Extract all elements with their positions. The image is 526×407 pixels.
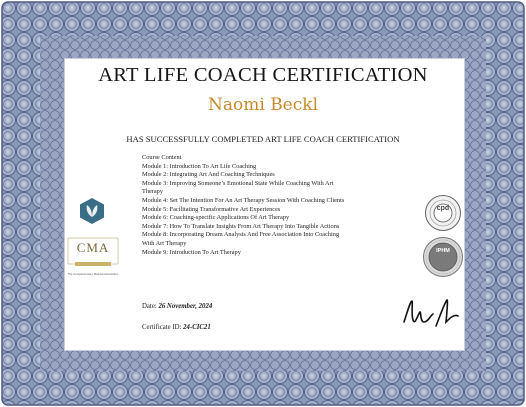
module-line: Module 7: How To Translate Insights From Art Therapy Into Tangible Actions	[142, 222, 340, 230]
module-line: Module 5: Facilitating Transformative Art Experiences	[142, 205, 281, 213]
module-line: Module 8: Incorporating Dream Analysis And Free Association Into Coaching	[142, 231, 340, 239]
date-value: 26 November, 2024	[158, 303, 213, 310]
module-line: With Art Therapy	[142, 239, 187, 247]
module-line: Module 2: Integrating Art And Coaching Techniques	[142, 171, 275, 179]
date-label: Date:	[142, 303, 157, 310]
iphm-seal-icon	[422, 236, 464, 278]
certificate-title: ART LIFE COACH CERTIFICATION	[98, 64, 428, 86]
cpd-seal-icon	[424, 194, 462, 232]
date-line	[142, 303, 212, 310]
module-line: Therapy	[142, 188, 163, 196]
certificate-id-line	[142, 324, 211, 331]
certificate-id-label: Certificate ID:	[142, 324, 182, 331]
recipient-name: Naomi Beckl	[207, 95, 319, 115]
cma-logo-text: CMA	[76, 240, 110, 255]
completion-statement: HAS SUCCESSFULLY COMPLETED ART LIFE COACH CERTIFICATION	[126, 134, 400, 144]
leaf-hexagon-icon	[79, 197, 105, 225]
module-line: Module 6: Coaching-specific Applications Of Art Therapy	[142, 214, 290, 222]
iphm-seal-text: IPHM	[436, 248, 450, 254]
module-line: Module 3: Improving Someone’s Emotional State While Coaching With Art	[142, 179, 334, 187]
certificate-id-value: 24-CIC21	[183, 324, 211, 331]
module-line: Module 1: Introduction To Art Life Coaching	[142, 162, 257, 170]
signature-icon	[400, 292, 462, 336]
course-content-heading: Course Content	[142, 154, 182, 161]
module-line: Module 4: Set The Intention For An Art Therapy Session With Coaching Clients	[142, 196, 345, 204]
module-line: Module 9: Introduction To Art Therapy	[142, 248, 241, 256]
course-content-list	[142, 154, 392, 257]
cma-logo-subtitle: The Complementary Medical Association	[67, 272, 119, 276]
cpd-seal-text: cpd	[436, 205, 450, 212]
